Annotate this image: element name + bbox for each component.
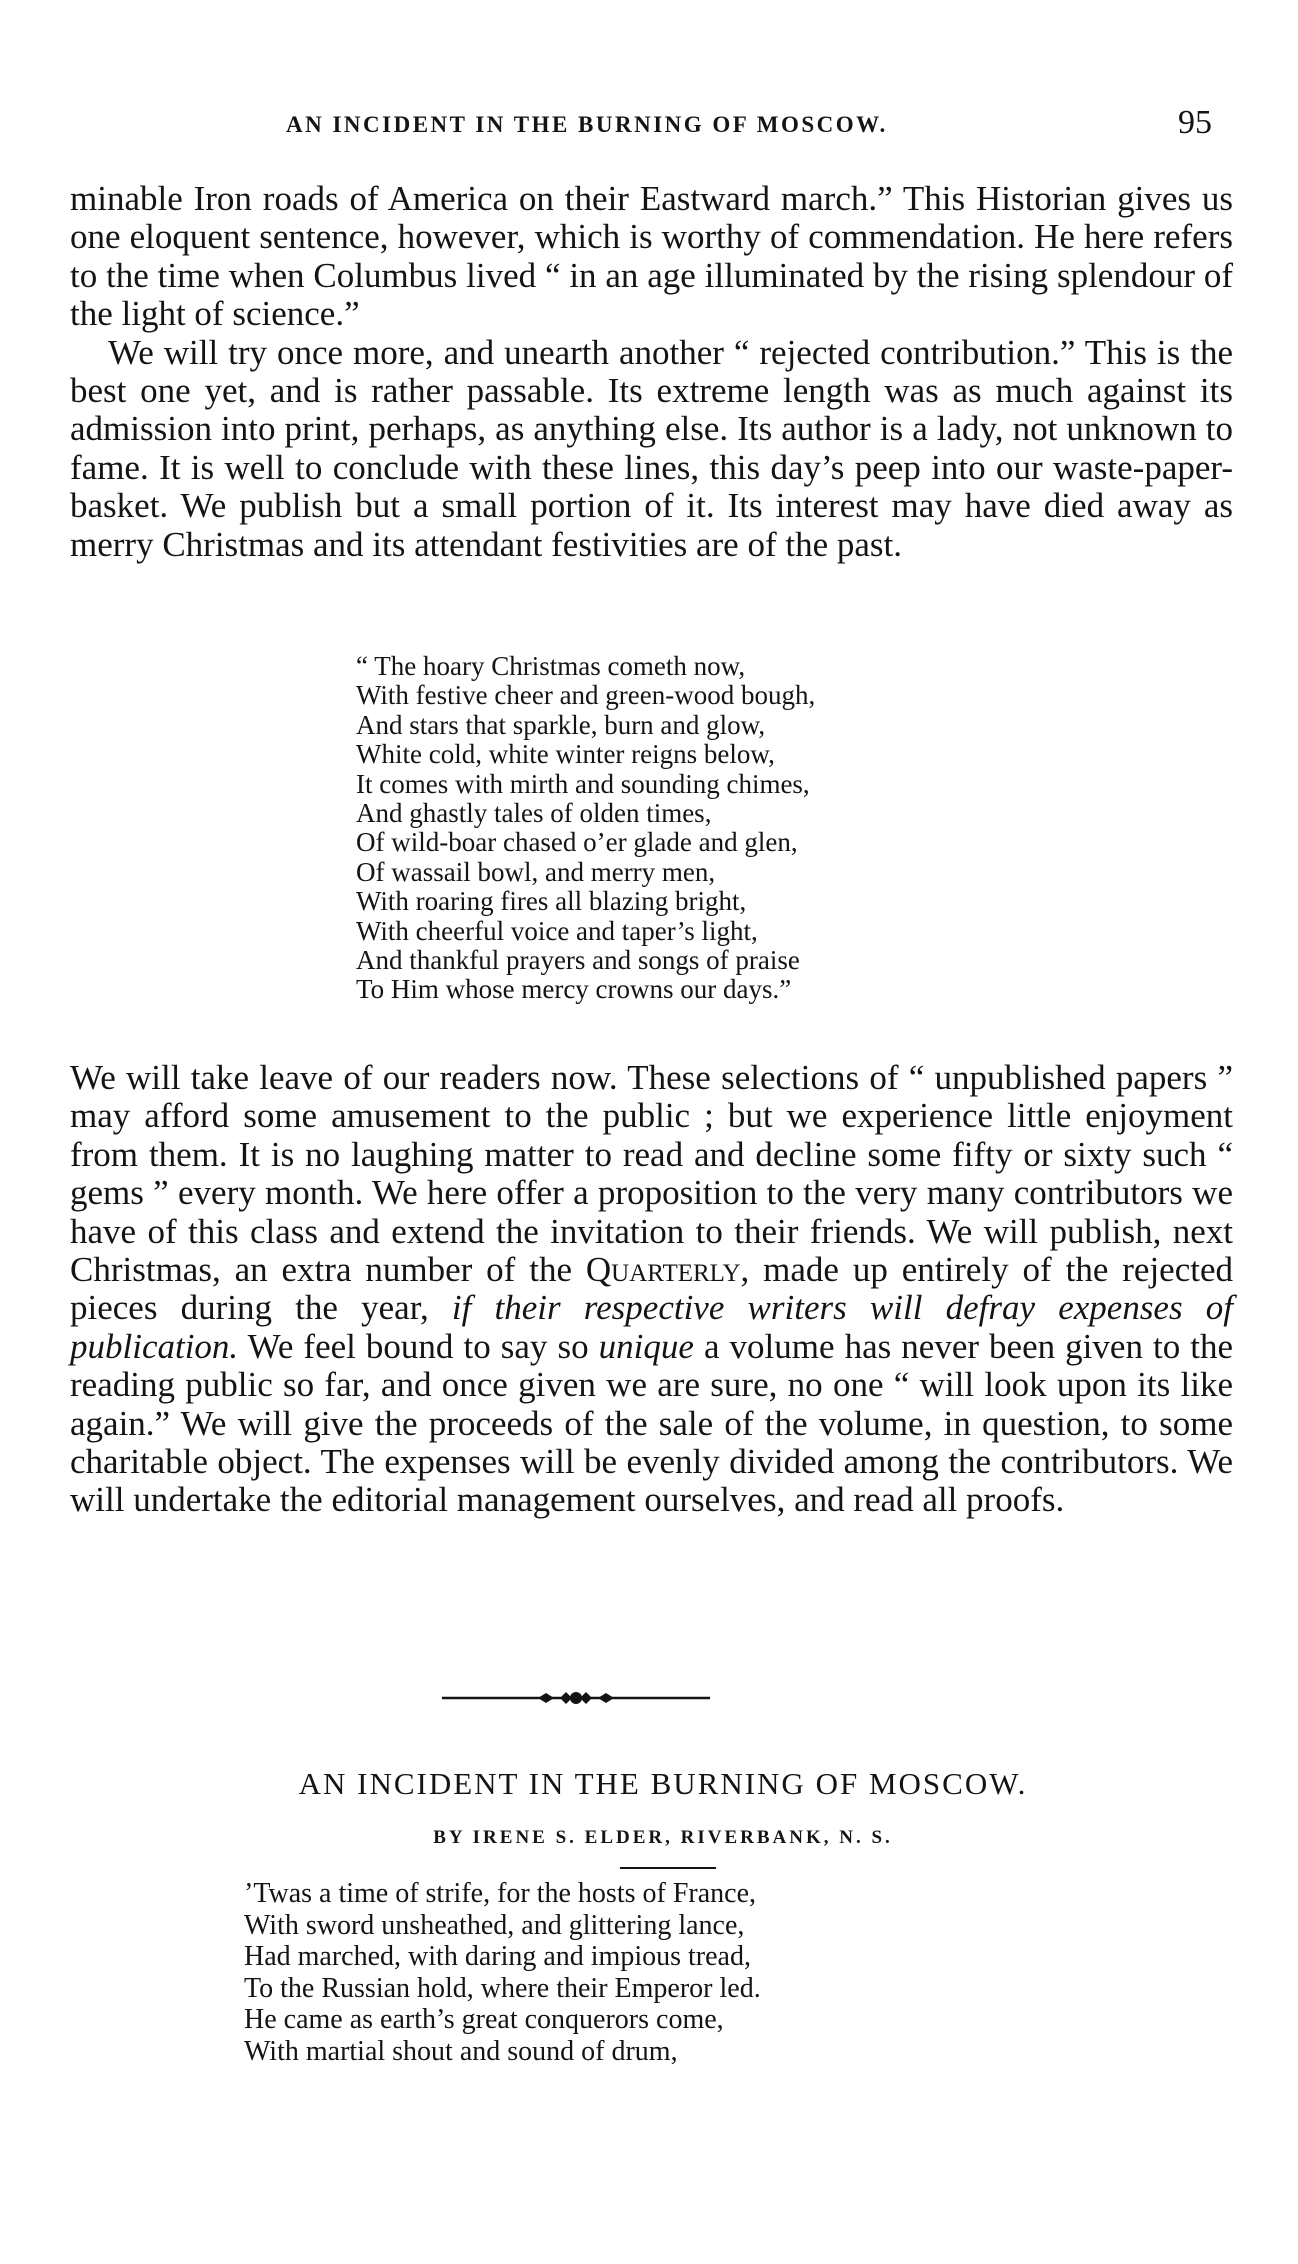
poem-line: To Him whose mercy crowns our days.” bbox=[356, 974, 792, 1005]
poem-line: Had marched, with daring and impious tread, bbox=[244, 1941, 751, 1972]
italic-condition: if their respective writers will defray expenses of publication. bbox=[70, 1288, 1233, 1366]
quarterly-name: Quarterly bbox=[585, 1250, 741, 1290]
paragraph-proposition bbox=[70, 1059, 1233, 1520]
poem-line: ’Twas a time of strife, for the hosts of France, bbox=[244, 1878, 756, 1909]
poem-line: To the Russian hold, where their Emperor led. bbox=[244, 1972, 761, 2004]
article-byline: BY IRENE S. ELDER, RIVERBANK, N. S. bbox=[433, 1827, 893, 1848]
poem-line: He came as earth’s great conquerors come, bbox=[244, 2004, 724, 2035]
paragraph-rejected-contribution: We will try once more, and unearth another “ rejected contribution.” This is the best one yet, and is rather passable. Its extreme length was as much against its admission into print, perhaps, as anything else. Its author is a lady, not unknown to fame. It is well to conclude with these lines, this day’s peep into our waste-paper-basket. We publish but a small portion of it. Its interest may have died away as merry Christmas and its attendant festivities are of the past. bbox=[70, 332, 1233, 564]
proposition-text: We will take leave of our readers now. These selections of “ unpublished papers ” may afford some amusement to the public ; but we experience little enjoyment from them. It is no laughing matter to read and decline some fifty or sixty such “ gems ” every month. We here offer a proposition to the very many contributors we have of this class and extend the invitation to their friends. We will publish, next Christmas, an extra number of the bbox=[70, 1058, 1233, 1290]
poem-line: It comes with mirth and sounding chimes, bbox=[356, 768, 810, 799]
christmas-poem bbox=[356, 652, 815, 1005]
poem-line: And ghastly tales of olden times, bbox=[356, 798, 712, 829]
poem-line: With sword unsheathed, and glittering lance, bbox=[244, 1909, 745, 1941]
poem-line: White cold, white winter reigns below, bbox=[356, 739, 775, 770]
proposition-text-4: a volume has never been given to the reading public so far, and once given we are sure, no one “ will look upon its like again.” We will give the proceeds of the sale of the volume, in question, to some charitable object. The expenses will be evenly divided among the contributors. We will undertake the editorial management ourselves, and read all proofs. bbox=[70, 1326, 1234, 1520]
poem-line: And stars that sparkle, burn and glow, bbox=[356, 709, 766, 740]
poem-line: “ The hoary Christmas cometh now, bbox=[356, 651, 746, 681]
paragraph-historian: minable Iron roads of America on their Eastward march.” This Historian gives us one eloquent sentence, however, which is worthy of commendation. He here refers to the time when Columbus lived “ in an age illuminated by the rising splendour of the light of science.” bbox=[70, 179, 1233, 334]
section-ornament-divider bbox=[442, 1686, 710, 1710]
poem-line: With festive cheer and green-wood bough, bbox=[356, 680, 816, 711]
poem-line: Of wild-boar chased o’er glade and glen, bbox=[356, 827, 798, 858]
italic-unique: unique bbox=[598, 1326, 694, 1366]
title-rule bbox=[620, 1867, 716, 1869]
poem-line: With martial shout and sound of drum, bbox=[244, 2035, 678, 2067]
bottom-prose bbox=[70, 1059, 1233, 1520]
poem-line: With roaring fires all blazing bright, bbox=[356, 886, 747, 917]
page-number: 95 bbox=[1178, 104, 1212, 141]
top-prose bbox=[70, 180, 1233, 564]
moscow-poem bbox=[244, 1878, 761, 2067]
poem-line: And thankful prayers and songs of praise bbox=[356, 945, 800, 976]
running-head: AN INCIDENT IN THE BURNING OF MOSCOW. bbox=[286, 112, 888, 137]
proposition-text-2: , made up entirely of the rejected pieces during the year, bbox=[70, 1250, 1233, 1328]
poem-line: With cheerful voice and taper’s light, bbox=[356, 915, 758, 946]
article-title: AN INCIDENT IN THE BURNING OF MOSCOW. bbox=[298, 1766, 1028, 1801]
poem-line: Of wassail bowl, and merry men, bbox=[356, 856, 716, 887]
proposition-text-3: We feel bound to say so bbox=[247, 1326, 589, 1366]
